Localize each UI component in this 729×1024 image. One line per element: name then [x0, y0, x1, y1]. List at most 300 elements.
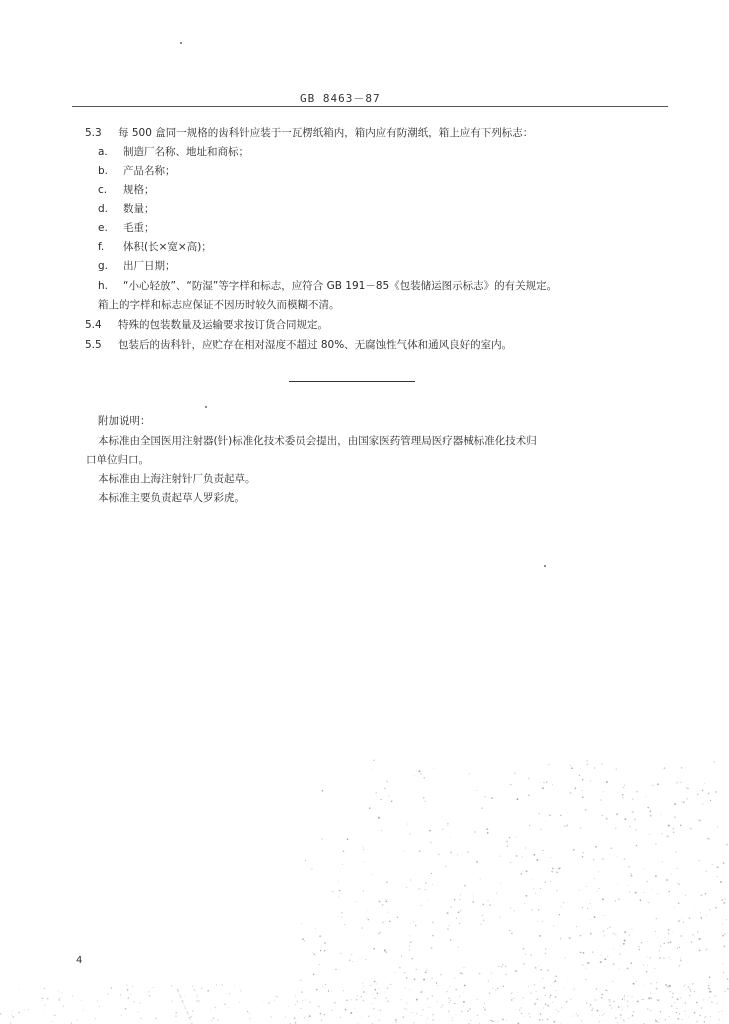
- scan-noise-dot: [41, 1000, 42, 1001]
- scan-noise-dot: [454, 1003, 455, 1004]
- scan-noise-dot: [607, 956, 608, 957]
- scan-noise-dot: [631, 929, 632, 930]
- scan-noise-dot: [663, 957, 665, 959]
- scan-noise-dot: [409, 949, 410, 950]
- scan-noise-dot: [649, 834, 650, 835]
- scan-noise-dot: [328, 991, 329, 992]
- scan-noise-dot: [373, 759, 375, 761]
- scan-noise-dot: [345, 1009, 347, 1011]
- scan-noise-dot: [528, 778, 530, 780]
- scan-noise-dot: [622, 1009, 623, 1010]
- scan-noise-dot: [427, 968, 428, 969]
- scan-noise-dot: [659, 950, 660, 951]
- section-5-5-number: 5.5: [85, 339, 102, 351]
- scan-noise-dot: [677, 868, 678, 869]
- scan-noise-dot: [59, 999, 60, 1000]
- scan-noise-dot: [638, 946, 640, 948]
- scan-noise-dot: [309, 1001, 311, 1003]
- scan-noise-dot: [689, 989, 690, 990]
- scan-noise-dot: [668, 929, 670, 931]
- scan-noise-dot: [669, 891, 670, 892]
- scan-noise-dot: [658, 1022, 659, 1023]
- scan-noise-dot: [645, 796, 646, 797]
- scan-noise-dot: [459, 899, 460, 900]
- scan-noise-dot: [522, 871, 523, 872]
- scan-noise-dot: [550, 985, 551, 986]
- item-b-text: 产品名称；: [123, 165, 176, 177]
- scan-noise-dot: [451, 1017, 452, 1018]
- scan-noise-dot: [594, 916, 596, 918]
- scan-noise-dot: [183, 1002, 184, 1003]
- scan-noise-dot: [559, 914, 560, 915]
- scan-noise-dot: [707, 838, 709, 840]
- scan-noise-dot: [431, 978, 433, 980]
- scan-noise-dot: [211, 1020, 212, 1021]
- scan-noise-dot: [586, 979, 587, 980]
- scan-noise-dot: [456, 989, 457, 990]
- scan-noise-dot: [657, 893, 658, 894]
- scan-noise-dot: [555, 996, 557, 998]
- scan-noise-dot: [681, 767, 682, 768]
- scan-noise-dot: [534, 1003, 536, 1005]
- scan-noise-dot: [668, 942, 669, 943]
- scan-noise-dot: [536, 991, 537, 992]
- scan-noise-dot: [505, 965, 507, 967]
- scan-noise-dot: [650, 815, 652, 817]
- scan-noise-dot: [483, 904, 485, 906]
- scan-noise-dot: [710, 800, 711, 801]
- scan-noise-dot: [385, 997, 387, 999]
- scan-noise-dot: [368, 919, 369, 920]
- scan-noise-dot: [604, 1013, 605, 1014]
- scan-noise-dot: [139, 1002, 140, 1003]
- scan-noise-dot: [649, 957, 651, 959]
- scan-noise-dot: [419, 770, 421, 772]
- scan-noise-dot: [569, 937, 571, 939]
- scan-noise-dot: [368, 1016, 369, 1017]
- scan-noise-dot: [582, 790, 583, 791]
- scan-noise-dot: [619, 953, 621, 955]
- scan-noise-dot: [652, 785, 653, 786]
- scan-noise-dot: [600, 799, 601, 800]
- scan-noise-dot: [318, 1006, 320, 1008]
- scan-noise-dot: [535, 893, 536, 894]
- scan-noise-dot: [379, 932, 380, 933]
- scan-noise-dot: [44, 1004, 45, 1005]
- scan-noise-dot: [305, 1000, 306, 1001]
- scan-noise-dot: [532, 879, 533, 880]
- scan-noise-dot: [545, 882, 546, 883]
- scan-noise-dot: [483, 920, 485, 922]
- scan-noise-dot: [597, 1010, 599, 1012]
- section-5-5-text: 包装后的齿科针，应贮存在相对湿度不超过 80%、无腐蚀性气体和通风良好的室内。: [118, 339, 513, 351]
- scan-noise-dot: [586, 968, 587, 969]
- scan-noise-dot: [699, 820, 700, 821]
- scan-noise-dot: [545, 1004, 546, 1005]
- scan-noise-dot: [715, 907, 717, 909]
- scan-noise-dot: [447, 928, 449, 930]
- scan-noise-dot: [603, 966, 604, 967]
- scan-noise-dot: [651, 997, 652, 998]
- scan-noise-dot: [602, 898, 604, 900]
- scan-noise-dot: [487, 828, 489, 830]
- scan-noise-dot: [467, 851, 468, 852]
- scan-noise-dot: [718, 1001, 719, 1002]
- scan-noise-dot: [609, 1004, 610, 1005]
- scan-noise-dot: [452, 1020, 454, 1022]
- scan-noise-dot: [709, 997, 710, 998]
- scan-noise-dot: [190, 1019, 191, 1020]
- scan-noise-dot: [708, 1003, 709, 1004]
- scan-noise-dot: [510, 862, 512, 864]
- scan-noise-dot: [715, 995, 716, 996]
- scan-noise-dot: [148, 991, 149, 992]
- scan-noise-dot: [130, 993, 131, 994]
- scan-noise-dot: [240, 990, 241, 991]
- scan-noise-dot: [590, 903, 591, 904]
- scan-noise-dot: [477, 1015, 478, 1016]
- scan-noise-dot: [613, 949, 614, 950]
- scan-noise-dot: [413, 1022, 415, 1024]
- scan-noise-dot: [350, 1012, 352, 1014]
- scan-noise-dot: [339, 890, 340, 891]
- scan-noise-dot: [676, 782, 677, 783]
- scan-noise-dot: [487, 900, 488, 901]
- scan-noise-dot: [709, 838, 710, 839]
- scan-noise-dot: [363, 849, 364, 850]
- item-a-label: a.: [98, 146, 108, 158]
- scan-noise-dot: [442, 829, 443, 830]
- scan-noise-dot: [343, 851, 345, 853]
- section-5-4-number: 5.4: [85, 319, 102, 331]
- scan-noise-dot: [705, 1017, 706, 1018]
- scan-noise-dot: [316, 989, 317, 990]
- scan-noise-dot: [582, 796, 584, 798]
- scan-noise-dot: [436, 982, 437, 983]
- scan-noise-dot: [548, 764, 549, 765]
- scan-noise-dot: [0, 1013, 1, 1014]
- scan-noise-dot: [667, 835, 669, 837]
- scan-noise-dot: [132, 986, 134, 988]
- scan-noise-dot: [668, 957, 669, 958]
- scan-noise-dot: [655, 875, 657, 877]
- scan-noise-dot: [397, 917, 399, 919]
- scan-noise-dot: [611, 848, 612, 849]
- scan-noise-dot: [410, 880, 411, 881]
- scan-noise-dot: [433, 768, 434, 769]
- scan-noise-dot: [352, 961, 353, 962]
- scan-noise-dot: [187, 1013, 188, 1014]
- scan-noise-dot: [660, 945, 661, 946]
- scan-noise-dot: [537, 921, 538, 922]
- scan-noise-dot: [551, 871, 553, 873]
- scan-noise-dot: [660, 814, 661, 815]
- scan-noise-dot: [301, 991, 303, 993]
- scan-noise-dot: [635, 892, 637, 894]
- scan-noise-dot: [484, 1003, 485, 1004]
- scan-noise-dot: [185, 1008, 186, 1009]
- scan-noise-dot: [524, 903, 525, 904]
- scan-speck: [544, 565, 546, 567]
- scan-noise-dot: [545, 995, 546, 996]
- scan-noise-dot: [571, 767, 573, 769]
- scan-noise-dot: [570, 999, 571, 1000]
- scan-noise-dot: [567, 981, 568, 982]
- scan-noise-dot: [347, 838, 349, 840]
- scan-noise-dot: [469, 773, 470, 774]
- scan-noise-dot: [425, 882, 427, 884]
- scan-noise-dot: [528, 986, 529, 987]
- scan-noise-dot: [334, 1002, 336, 1004]
- scan-noise-dot: [688, 1016, 689, 1017]
- scan-noise-dot: [385, 900, 387, 902]
- scan-noise-dot: [460, 894, 461, 895]
- scan-noise-dot: [657, 999, 659, 1001]
- scan-noise-dot: [455, 1014, 456, 1015]
- scan-noise-dot: [650, 993, 651, 994]
- scan-noise-dot: [419, 850, 421, 852]
- scan-noise-dot: [380, 1010, 382, 1012]
- scan-noise-dot: [545, 949, 546, 950]
- scan-noise-dot: [18, 1012, 20, 1014]
- scan-noise-dot: [630, 962, 632, 964]
- scan-noise-dot: [647, 965, 648, 966]
- scan-noise-dot: [385, 899, 386, 900]
- scan-noise-dot: [587, 962, 589, 964]
- scan-noise-dot: [556, 1009, 557, 1010]
- scan-noise-dot: [566, 1001, 568, 1003]
- scan-noise-dot: [579, 890, 580, 891]
- scan-noise-dot: [594, 767, 595, 768]
- scan-noise-dot: [406, 977, 408, 979]
- scan-noise-dot: [499, 856, 500, 857]
- scan-noise-dot: [641, 942, 643, 944]
- scan-noise-dot: [425, 972, 427, 974]
- scan-noise-dot: [678, 903, 679, 904]
- scan-noise-dot: [81, 1000, 82, 1001]
- scan-noise-dot: [302, 938, 304, 940]
- page-number: 4: [76, 955, 83, 966]
- scan-noise-dot: [148, 995, 149, 996]
- scan-noise-dot: [516, 798, 518, 800]
- scan-noise-dot: [98, 1006, 99, 1007]
- scan-noise-dot: [615, 900, 616, 901]
- scan-noise-dot: [564, 987, 565, 988]
- scan-noise-dot: [613, 933, 615, 935]
- scan-noise-dot: [359, 958, 360, 959]
- scan-noise-dot: [704, 783, 705, 784]
- scan-noise-dot: [523, 997, 524, 998]
- scan-noise-dot: [288, 1006, 289, 1007]
- scan-noise-dot: [701, 917, 703, 919]
- scan-noise-dot: [379, 901, 381, 903]
- scan-noise-dot: [500, 883, 501, 884]
- scan-noise-dot: [344, 924, 345, 925]
- scan-noise-dot: [45, 1014, 46, 1015]
- scan-noise-dot: [249, 1013, 250, 1014]
- item-e-label: e.: [98, 222, 108, 234]
- scan-noise-dot: [448, 998, 449, 999]
- scan-noise-dot: [128, 997, 130, 999]
- scan-noise-dot: [502, 964, 503, 965]
- scan-noise-dot: [18, 989, 19, 990]
- scan-noise-dot: [480, 924, 481, 925]
- scan-noise-dot: [674, 816, 676, 818]
- scan-noise-dot: [511, 933, 513, 935]
- scan-noise-dot: [616, 768, 617, 769]
- scan-noise-dot: [542, 1019, 544, 1021]
- scan-noise-dot: [601, 955, 602, 956]
- scan-noise-dot: [590, 1004, 591, 1005]
- scan-noise-dot: [467, 1010, 469, 1012]
- scan-noise-dot: [427, 899, 428, 900]
- scan-noise-dot: [464, 985, 466, 987]
- scan-noise-dot: [629, 826, 630, 827]
- scan-noise-dot: [677, 883, 678, 884]
- scan-noise-dot: [427, 998, 429, 1000]
- scan-noise-dot: [407, 824, 408, 825]
- scan-noise-dot: [377, 993, 379, 995]
- scan-noise-dot: [624, 999, 625, 1000]
- scan-noise-dot: [727, 978, 728, 979]
- scan-noise-dot: [404, 972, 405, 973]
- scan-noise-dot: [378, 1020, 380, 1022]
- scan-noise-dot: [342, 864, 343, 865]
- scan-noise-dot: [76, 1020, 77, 1021]
- scan-noise-dot: [598, 888, 599, 889]
- scan-noise-dot: [606, 818, 608, 820]
- scan-noise-dot: [51, 1021, 52, 1022]
- scan-noise-dot: [627, 967, 629, 969]
- scan-noise-dot: [603, 791, 604, 792]
- scan-noise-dot: [709, 991, 711, 993]
- scan-noise-dot: [407, 1003, 408, 1004]
- scan-noise-dot: [313, 973, 315, 975]
- scan-noise-dot: [331, 1010, 332, 1011]
- scan-noise-dot: [463, 967, 464, 968]
- scan-noise-dot: [177, 989, 179, 991]
- scan-noise-dot: [623, 1021, 624, 1022]
- scan-noise-dot: [294, 1017, 296, 1019]
- scan-noise-dot: [696, 1002, 698, 1004]
- scan-noise-dot: [390, 984, 391, 985]
- scan-noise-dot: [192, 986, 193, 987]
- scan-noise-dot: [463, 992, 464, 993]
- scan-noise-dot: [683, 922, 684, 923]
- scan-noise-dot: [549, 815, 551, 817]
- scan-noise-dot: [547, 970, 548, 971]
- scan-noise-dot: [674, 1002, 675, 1003]
- scan-noise-dot: [674, 907, 675, 908]
- scan-noise-dot: [636, 845, 637, 846]
- scan-noise-dot: [196, 995, 197, 996]
- scan-noise-dot: [207, 990, 209, 992]
- scan-noise-dot: [378, 817, 380, 819]
- scan-noise-dot: [507, 845, 508, 846]
- item-c-text: 规格；: [123, 184, 155, 196]
- scan-noise-dot: [631, 1016, 632, 1017]
- scan-noise-dot: [647, 1008, 649, 1010]
- scan-noise-dot: [189, 1017, 190, 1018]
- scan-noise-dot: [405, 1008, 407, 1010]
- scan-speck: [180, 42, 182, 44]
- scan-noise-dot: [421, 905, 422, 906]
- appendix-para2: 本标准由上海注射针厂负责起草。: [98, 473, 256, 485]
- scan-noise-dot: [361, 927, 362, 928]
- scan-noise-dot: [184, 995, 185, 996]
- scan-noise-dot: [560, 815, 562, 817]
- scan-noise-dot: [341, 916, 342, 917]
- scan-noise-dot: [462, 973, 463, 974]
- scan-noise-dot: [664, 767, 666, 769]
- scan-noise-dot: [701, 1007, 703, 1009]
- scan-noise-dot: [552, 868, 554, 870]
- scan-noise-dot: [432, 935, 434, 937]
- scan-noise-dot: [545, 953, 547, 955]
- scan-noise-dot: [472, 901, 474, 903]
- scan-noise-dot: [664, 1019, 666, 1021]
- scan-noise-dot: [171, 985, 172, 986]
- scan-noise-dot: [319, 964, 320, 965]
- scan-noise-dot: [324, 1014, 325, 1015]
- scan-noise-dot: [542, 850, 543, 851]
- scan-noise-dot: [382, 922, 384, 924]
- section-5-4-text: 特殊的包装数量及运输要求按订货合同规定。: [118, 319, 328, 331]
- scan-noise-dot: [479, 973, 481, 975]
- scan-noise-dot: [676, 1008, 677, 1009]
- scan-noise-dot: [229, 993, 230, 994]
- scan-noise-dot: [538, 909, 539, 910]
- scan-noise-dot: [651, 998, 653, 1000]
- scan-noise-dot: [521, 873, 522, 874]
- scan-noise-dot: [421, 991, 423, 993]
- scan-noise-dot: [587, 764, 588, 765]
- scan-noise-dot: [581, 1020, 582, 1021]
- scan-noise-dot: [676, 1012, 677, 1013]
- section-5-3-text: 每 500 盒同一规格的齿科针应装于一瓦楞纸箱内，箱内应有防潮纸，箱上应有下列标志：: [118, 127, 534, 139]
- scan-noise-dot: [721, 1011, 722, 1012]
- scan-noise-dot: [446, 991, 447, 992]
- scan-noise-dot: [672, 993, 673, 994]
- scan-noise-dot: [575, 787, 577, 789]
- scan-noise-dot: [431, 873, 432, 874]
- scan-noise-dot: [363, 1000, 365, 1002]
- scan-noise-dot: [380, 799, 381, 800]
- scan-noise-dot: [617, 856, 618, 857]
- scan-noise-dot: [295, 996, 296, 997]
- scan-noise-dot: [305, 860, 306, 861]
- scan-noise-dot: [523, 948, 525, 950]
- scan-noise-dot: [537, 999, 539, 1001]
- scan-noise-dot: [633, 1016, 634, 1017]
- scan-noise-dot: [335, 969, 336, 970]
- section-5-3-closing: 箱上的字样和标志应保证不因历时较久而模糊不清。: [98, 299, 340, 311]
- scan-noise-dot: [576, 926, 577, 927]
- scan-noise-dot: [723, 862, 725, 864]
- scan-noise-dot: [484, 1009, 486, 1011]
- scan-noise-dot: [550, 995, 552, 997]
- scan-noise-dot: [497, 988, 498, 989]
- scan-noise-dot: [178, 991, 179, 992]
- item-c-label: c.: [98, 184, 108, 196]
- scan-noise-dot: [24, 1010, 25, 1011]
- scan-noise-dot: [312, 952, 313, 953]
- scan-noise-dot: [489, 992, 491, 994]
- scan-noise-dot: [423, 777, 424, 778]
- scan-noise-dot: [175, 1012, 177, 1014]
- scan-noise-dot: [667, 985, 669, 987]
- scan-noise-dot: [648, 997, 650, 999]
